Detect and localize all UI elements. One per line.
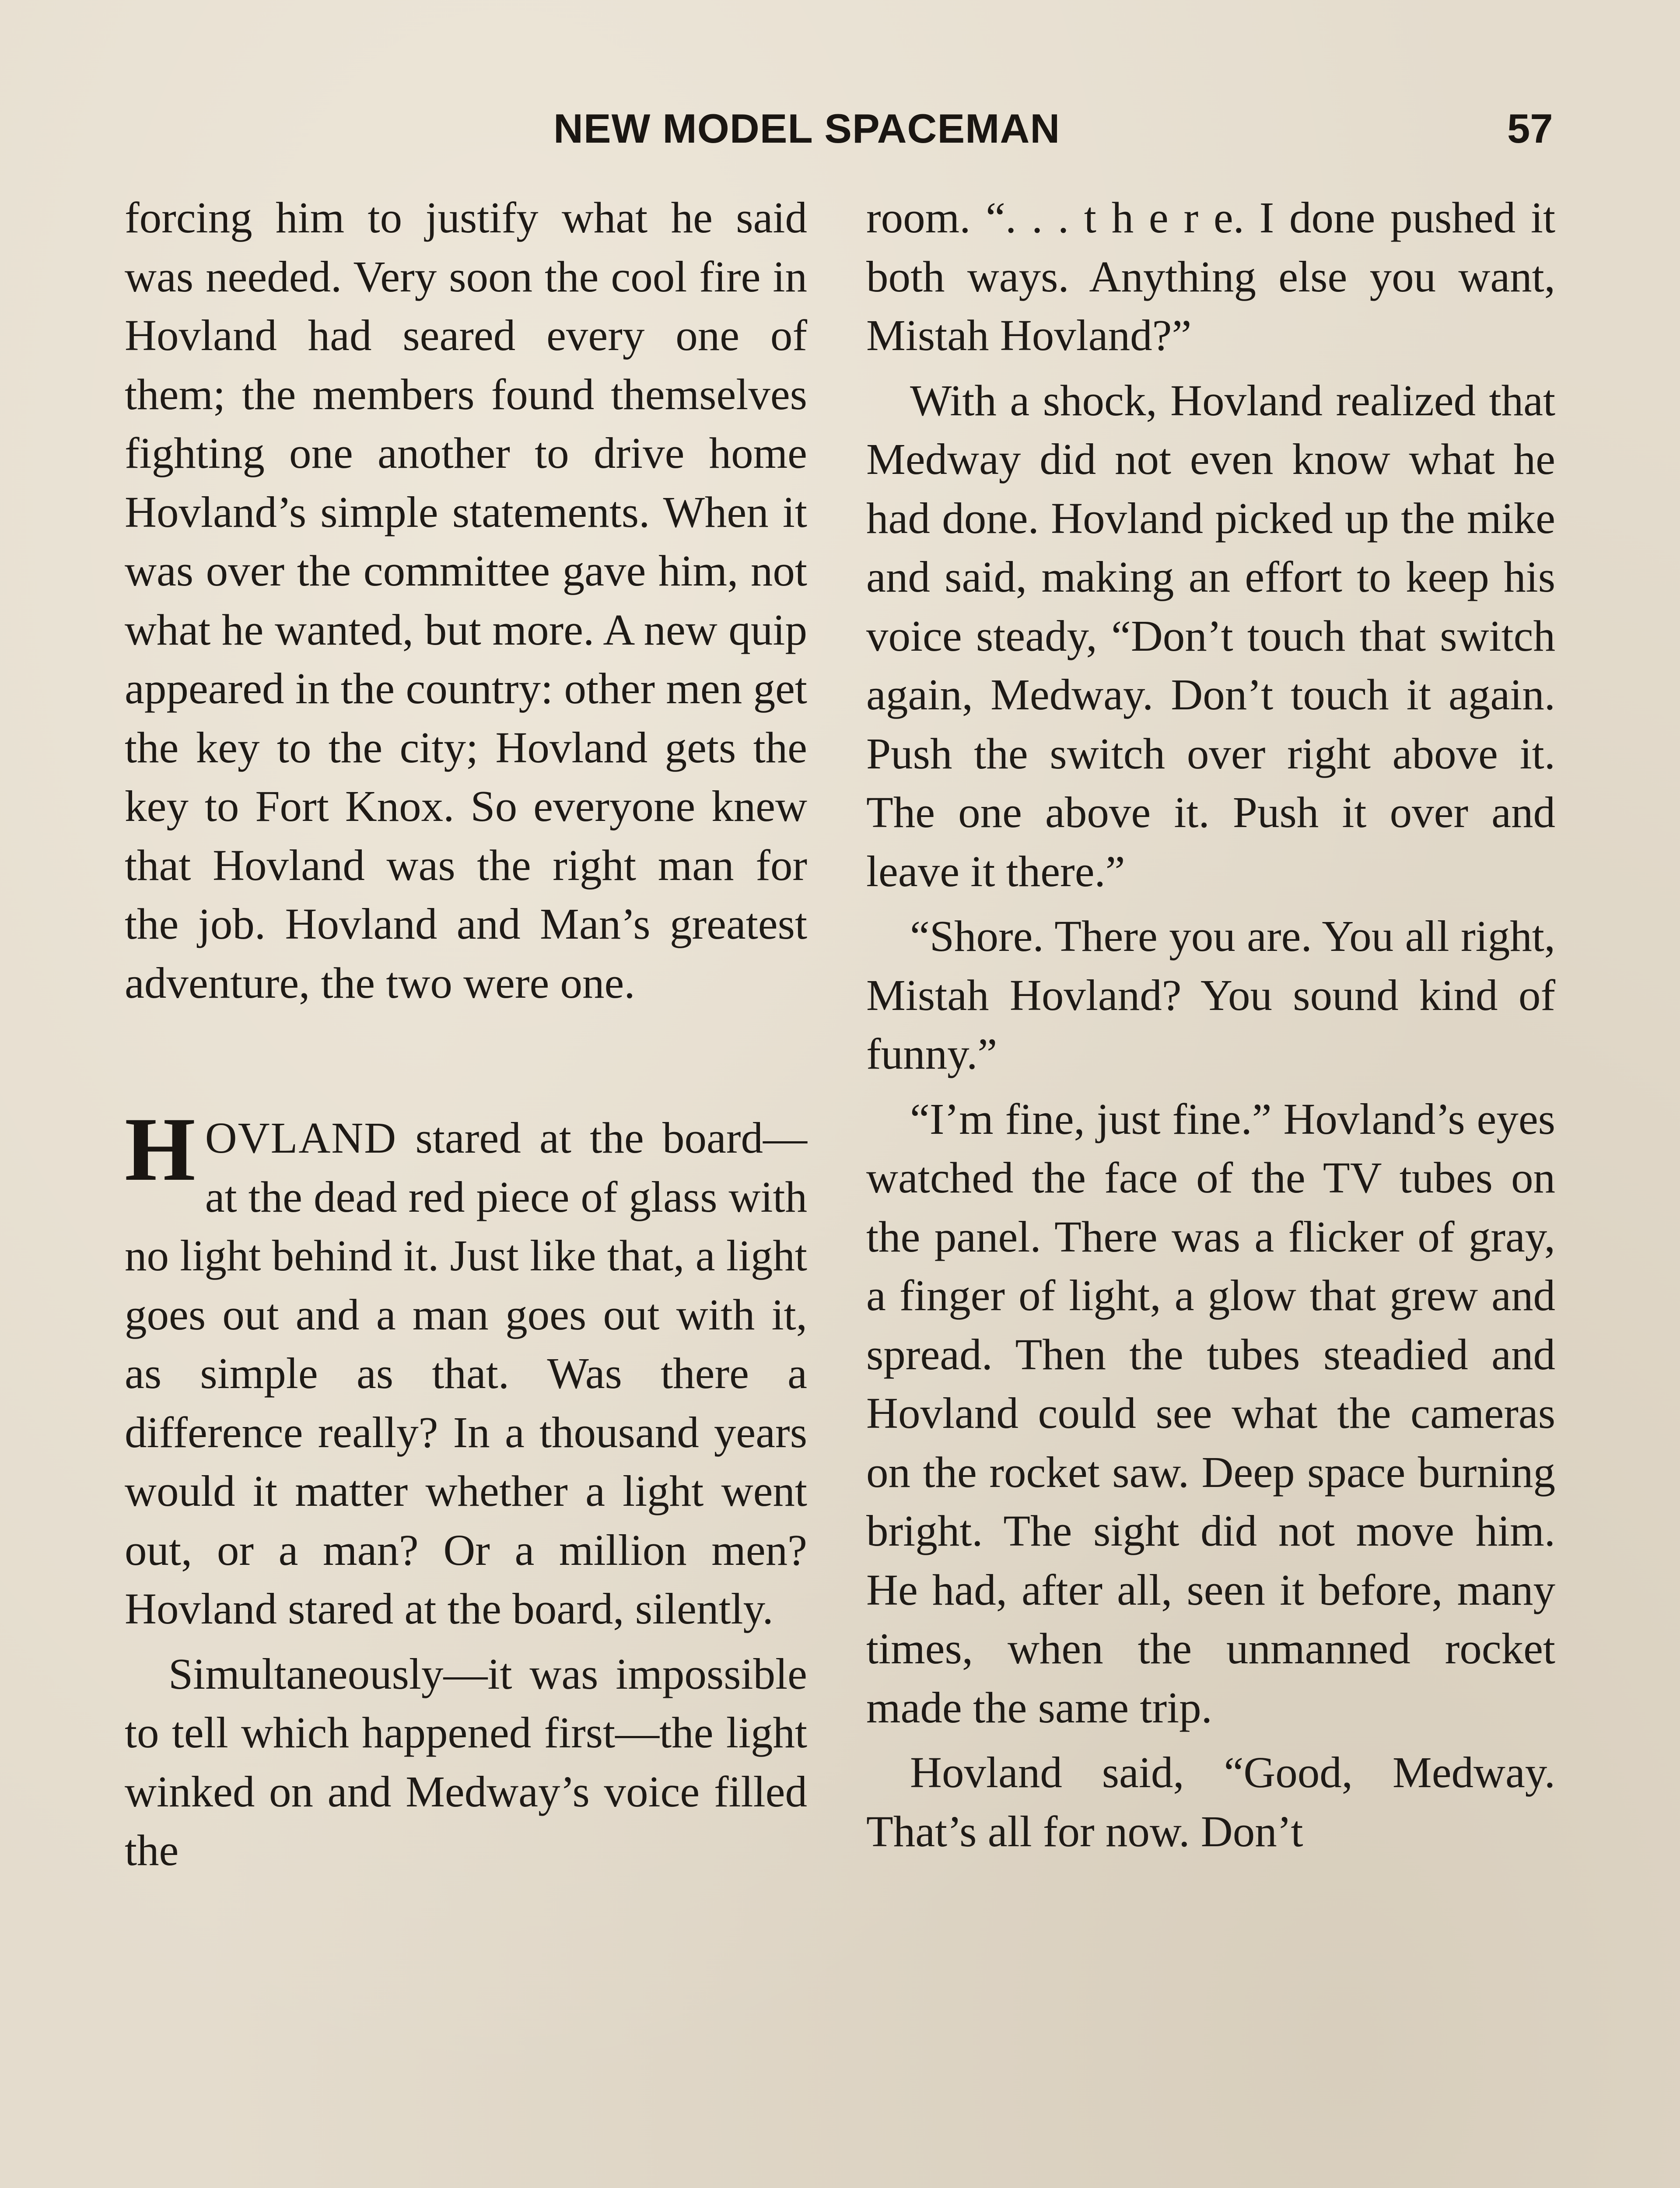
paragraph: Simultaneously—it was impossible to tell which happened first—the light winked on and Medway’s voice filled the (125, 1649, 807, 1875)
paragraph: “Shore. There you are. You all right, Mistah Hovland? You sound kind of funny.” (866, 912, 1555, 1078)
paragraph: room. “. . . t h e r e. I done pushed it both ways. Anything else you want, Mistah Hovland?” (866, 193, 1555, 360)
paragraph: Hovland said, “Good, Medway. That’s all for now. Don’t (866, 1748, 1555, 1856)
paragraph: “I’m fine, just fine.” Hovland’s eyes watched the face of the TV tubes on the panel. There was a flicker of gray, a finger of light, a glow that grew and spread. Then the tubes steadied and Hovland could see what the cameras on the rocket saw. Deep space burning bright. The sight did not move him. He had, after all, seen it before, many times, when the unmanned rocket made the same trip. (866, 1094, 1555, 1732)
right-column (866, 188, 1555, 1861)
paragraph: forcing him to justify what he said was needed. Very soon the cool fire in Hovland had seared every one of them; the members found themselves fighting one another to drive home Hovland’s simple statements. When it was over the committee gave him, not what he wanted, but more. A new quip appeared in the country: other men get the key to the city; Hovland gets the key to Fort Knox. So everyone knew that Hovland was the right man for the job. Hovland and Man’s greatest adventure, the two were one. (125, 193, 807, 1007)
drop-cap: H (125, 1099, 196, 1199)
paragraph-text: stared at the board—at the dead red piece of glass with no light behind it. Just like that, a light goes out and a man goes out with it, as simple as that. Was there a difference really? In a thousand years would it matter whether a light went out, or a man? Or a million men? Hovland stared at the board, silently. (125, 1113, 807, 1633)
page-number: 57 (1507, 105, 1553, 151)
lead-in-caps: OVLAND (205, 1113, 397, 1162)
paragraph: With a shock, Hovland realized that Medway did not even know what he had done. Hovland picked up the mike and said, making an effort to keep his voice steady, “Don’t touch that switch again, Medway. Don’t touch it again. Push the switch over right above it. The one above it. Push it over and leave it there.” (866, 375, 1555, 896)
section-start-paragraph (125, 1099, 807, 1638)
running-title: NEW MODEL SPACEMAN (553, 105, 1060, 151)
left-column (125, 188, 807, 1880)
